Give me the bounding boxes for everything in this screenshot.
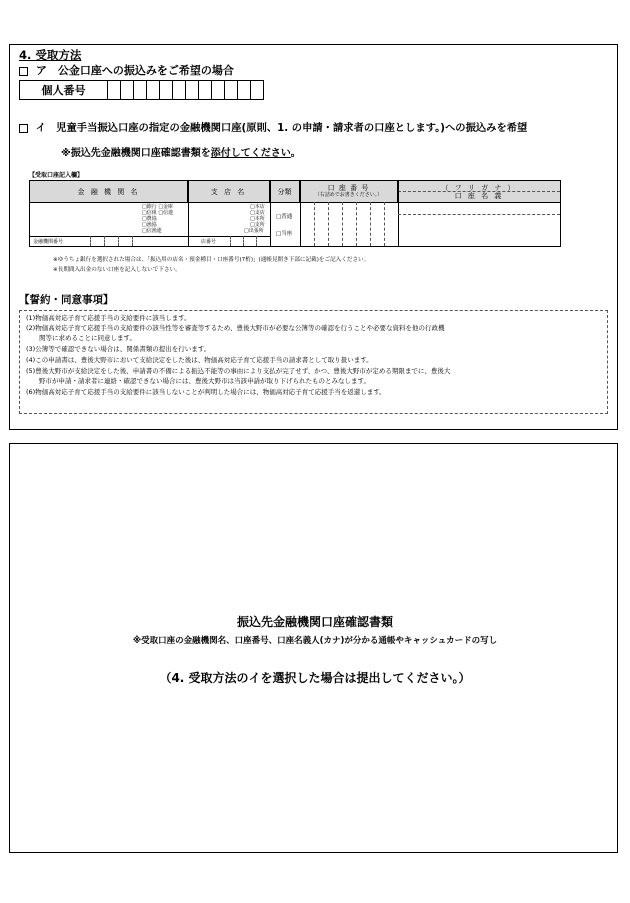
branch-type-shucchoujo[interactable]: □出張所: [244, 228, 264, 234]
section-title: 4. 受取方法: [19, 48, 82, 62]
option-i-checkbox[interactable]: [19, 124, 28, 133]
mynumber-digit[interactable]: [251, 80, 264, 100]
mynumber-digit[interactable]: [173, 80, 186, 100]
option-a-checkbox[interactable]: [19, 67, 28, 76]
pledge-item-6: (6)物価高対応子育て応援手当の支給要件に該当しないことが判明した場合には、物価高対応子育て応援手当を返還します。: [26, 388, 386, 396]
branch-code-cell[interactable]: [256, 236, 257, 246]
mynumber-grid: [19, 80, 264, 100]
header-bank: 金 融 機 関 名: [30, 181, 188, 202]
bank-type-shinkumi[interactable]: □信組: [142, 210, 157, 216]
account-number-cell[interactable]: [356, 202, 357, 246]
class-touza[interactable]: □当座: [276, 231, 293, 237]
header-branch: 支 店 名: [188, 181, 270, 202]
branch-code-cell[interactable]: [230, 236, 231, 246]
branch-type-shisho[interactable]: □支所: [250, 222, 265, 228]
class-futsuu[interactable]: □普通: [276, 214, 293, 220]
pledge-item-2: (2)物価高対応子育て応援手当の支給要件の該当性等を審査等するため、豊後大野市が必要な公簿等の確認を行うことや必要な資料を他の行政機: [26, 324, 445, 332]
header-number-cell: [300, 181, 398, 202]
pledge-item-5-cont: 野市が申請・請求者に連絡・確認できない場合には、豊後大野市は当該申請が取り下げられたものとみなします。: [26, 377, 370, 385]
bank-type-noukyou[interactable]: □農協: [142, 216, 157, 222]
bank-type-bank[interactable]: □銀行: [142, 204, 157, 210]
account-note-dormant: ※長期間入出金のない口座を記入しないで下さい。: [53, 267, 181, 273]
mynumber-digit[interactable]: [186, 80, 199, 100]
attachment-note-text: ※振込先金融機関口座確認書類を: [61, 148, 211, 159]
option-i-row: [19, 119, 527, 134]
class-right-line: [300, 181, 301, 246]
bank-type-shingyoren[interactable]: □信漁連: [142, 228, 162, 234]
option-i-label: イ 児童手当振込口座の指定の金融機関口座(原則、1. の申請・請求者の口座とします。)への振込みを希望: [35, 122, 528, 134]
branch-right-line: [270, 181, 271, 246]
pledge-title: 【誓約・同意事項】: [19, 294, 114, 306]
pledge-item-3: (3)公簿等で確認できない場合は、関係書類の提出を行います。: [26, 345, 211, 353]
attachment-note-end: 。: [290, 148, 301, 159]
account-number-cell[interactable]: [328, 202, 329, 246]
header-class: 分類: [270, 181, 300, 202]
holder-furigana-line[interactable]: [398, 214, 560, 215]
mynumber-digit[interactable]: [225, 80, 238, 100]
option-a-label: ア 公金口座への振込みをご希望の場合: [35, 64, 234, 77]
header-bottom-line: [30, 202, 560, 203]
bank-type-shinren[interactable]: □信連: [158, 210, 174, 216]
attachment-subtitle: ※受取口座の金融機関名、口座番号、口座名義人(カナ)が分かる通帳やキャッシュカードの写し: [132, 636, 498, 646]
attachment-note: [61, 144, 301, 159]
account-number-cell[interactable]: [314, 202, 315, 246]
pledge-item-5: (5)豊後大野市が支給決定をした後、申請書の不備による振込不能等の事由により支払が完了せず、かつ、豊後大野市が定める期限までに、豊後大: [26, 367, 451, 375]
attachment-area: [9, 443, 618, 853]
mynumber-digit[interactable]: [134, 80, 147, 100]
account-number-cell[interactable]: [342, 202, 343, 246]
attachment-instruction: （4. 受取方法のイを選択した場合は提出してください。）: [159, 671, 471, 685]
branch-type-shiten[interactable]: □支店: [250, 210, 265, 216]
bank-code-line: [30, 236, 188, 237]
mynumber-digit[interactable]: [160, 80, 173, 100]
account-note-yucho: ※ゆうちょ銀行を選択された場合は、「振込用の店名・預金種目・口座番号(7桁)」(通帳見開き下部に記載)をご記入ください。: [53, 257, 370, 263]
header-number-sub: （右詰めでお書きください。）: [314, 191, 383, 198]
bank-code-cell[interactable]: [104, 236, 105, 246]
mynumber-digit[interactable]: [108, 80, 121, 100]
mynumber-digit[interactable]: [121, 80, 134, 100]
pledge-item-2-cont: 関等に求めることに同意します。: [26, 334, 136, 342]
account-table: [29, 180, 561, 247]
account-form-caption: 【受取口座記入欄】: [29, 172, 84, 179]
account-number-cell[interactable]: [370, 202, 371, 246]
mynumber-label: 個人番号: [19, 80, 108, 100]
pledge-item-4: (4)この申請書は、豊後大野市において支給決定をした後は、物価高対応子育て応援手当の請求書として取り扱います。: [26, 356, 373, 364]
mynumber-digit[interactable]: [199, 80, 212, 100]
mynumber-digit[interactable]: [147, 80, 160, 100]
bank-code-cell[interactable]: [132, 236, 133, 246]
bank-type-gyokyou[interactable]: □漁協: [142, 222, 157, 228]
branch-code-label: 店番号: [201, 239, 217, 245]
header-holder: 口 座 名 義: [454, 191, 504, 200]
header-furigana: （ フ リ ガ ナ ）: [441, 183, 517, 192]
branch-type-honten[interactable]: □本店: [250, 204, 265, 210]
header-number: 口 座 番 号: [327, 183, 370, 192]
branch-type-honsho[interactable]: □本所: [250, 216, 265, 222]
attachment-title: 振込先金融機関口座確認書類: [236, 615, 393, 629]
mynumber-digit[interactable]: [238, 80, 251, 100]
bank-type-shinkin[interactable]: □金庫: [158, 204, 174, 210]
pledge-item-1: (1)物価高対応子育て応援手当の支給要件に該当します。: [26, 314, 191, 322]
branch-code-cell[interactable]: [243, 236, 244, 246]
bank-code-cell[interactable]: [90, 236, 91, 246]
option-a-row: [19, 62, 234, 78]
bank-code-cell[interactable]: [118, 236, 119, 246]
bank-code-label: 金融機関番号: [33, 239, 64, 245]
account-number-cell[interactable]: [384, 202, 385, 246]
mynumber-digit[interactable]: [212, 80, 225, 100]
branch-code-line: [188, 236, 270, 237]
attachment-note-emphasis: 添付してください: [210, 148, 291, 159]
header-divider: [398, 191, 560, 192]
